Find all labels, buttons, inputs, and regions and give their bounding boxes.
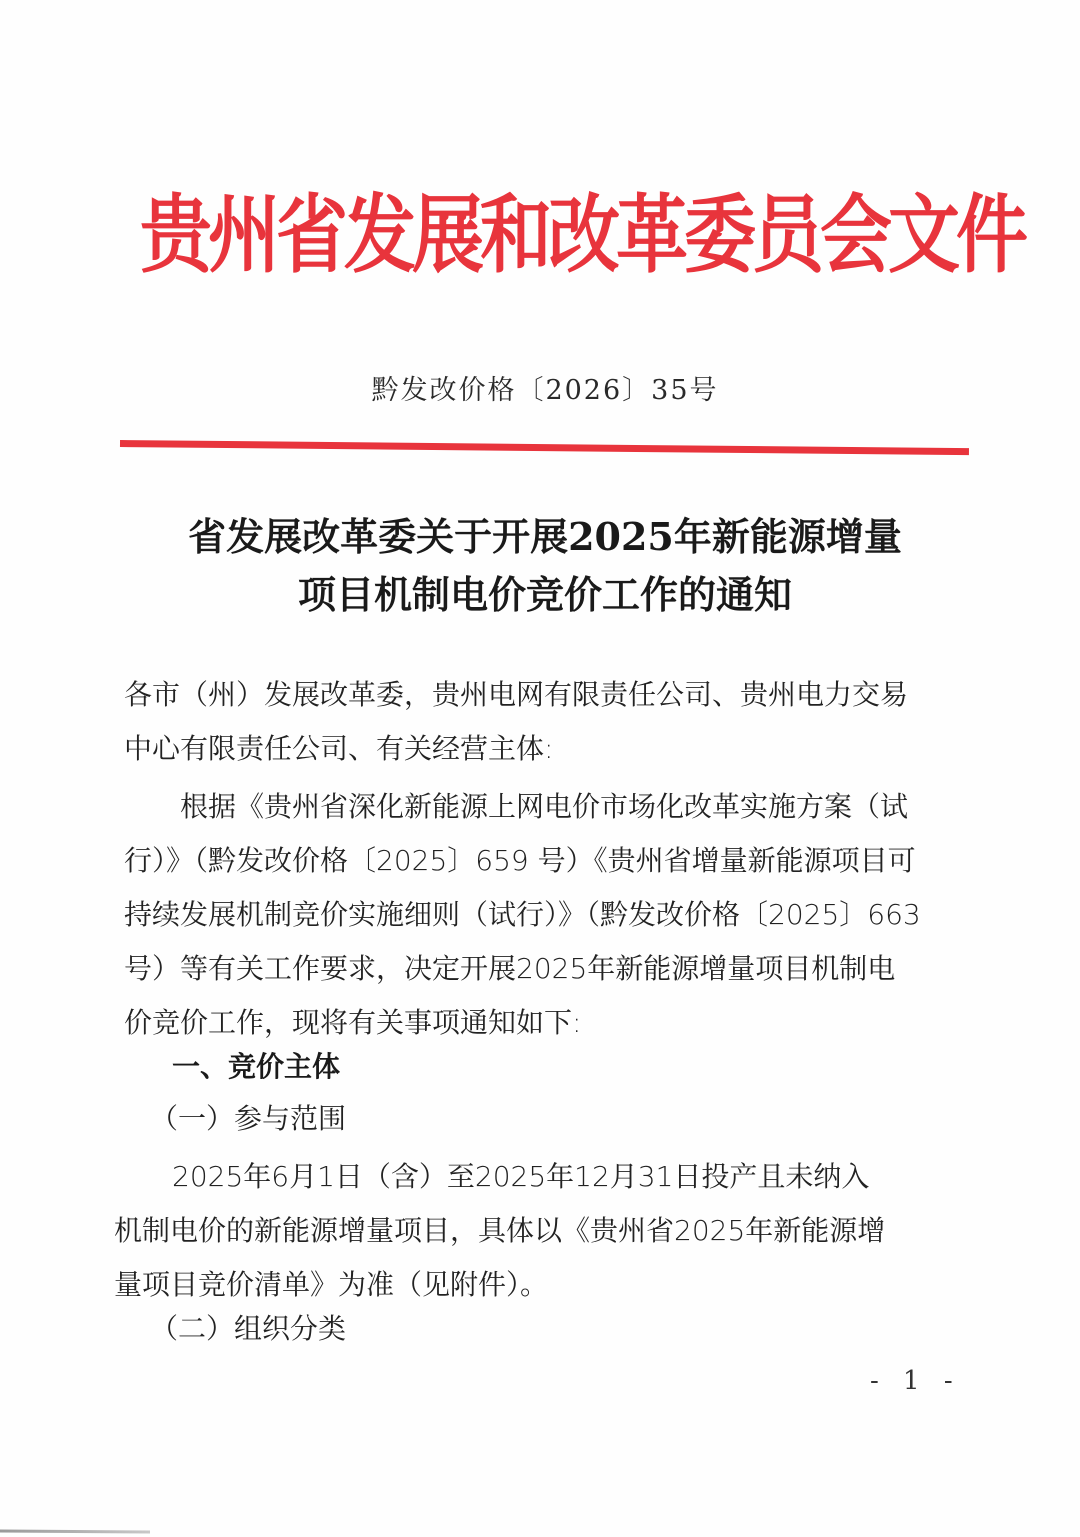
notice-title	[0, 508, 1080, 624]
intro-line-1: 根据《贵州省深化新能源上网电价市场化改革实施方案（试	[180, 790, 909, 823]
subsection-heading-2: （二）组织分类	[150, 1312, 347, 1345]
intro-line-4: 号）等有关工作要求，决定开展2025年新能源增量项目机制电	[124, 952, 896, 985]
title-line-2: 项目机制电价竞价工作的通知	[297, 572, 792, 617]
intro-line-5: 价竞价工作，现将有关事项通知如下:	[124, 1006, 582, 1039]
intro-line-2: 行）》（黔发改价格〔2025〕659 号）《贵州省增量新能源项目可	[124, 844, 916, 877]
scope-line-2: 机制电价的新能源增量项目，具体以《贵州省2025年新能源增	[114, 1214, 886, 1247]
page-number: - 1 -	[870, 1366, 961, 1396]
intro-paragraph	[124, 780, 954, 1050]
scope-line-1: 2025年6月1日（含）至2025年12月31日投产且未纳入	[172, 1160, 870, 1193]
addressee-block	[124, 668, 954, 776]
subsection-heading-1: （一）参与范围	[150, 1102, 347, 1135]
title-line-1: 省发展改革委关于开展2025年新能源增量	[188, 514, 902, 559]
red-divider-rule	[120, 440, 969, 455]
scope-line-3: 量项目竞价清单》为准（见附件）。	[114, 1268, 549, 1301]
section-heading-1: 一、竞价主体	[172, 1050, 341, 1083]
masthead-title: 贵州省发展和改革委员会文件	[140, 185, 1025, 285]
scan-edge-shadow	[0, 1529, 150, 1533]
subsection-1-paragraph	[114, 1150, 944, 1312]
document-number: 黔发改价格〔2026〕35号	[371, 375, 719, 406]
addressee-line-1: 各市（州）发展改革委，贵州电网有限责任公司、贵州电力交易	[124, 678, 909, 711]
intro-line-3: 持续发展机制竞价实施细则（试行）》（黔发改价格〔2025〕663	[124, 898, 921, 931]
addressee-line-2: 中心有限责任公司、有关经营主体:	[124, 732, 554, 765]
